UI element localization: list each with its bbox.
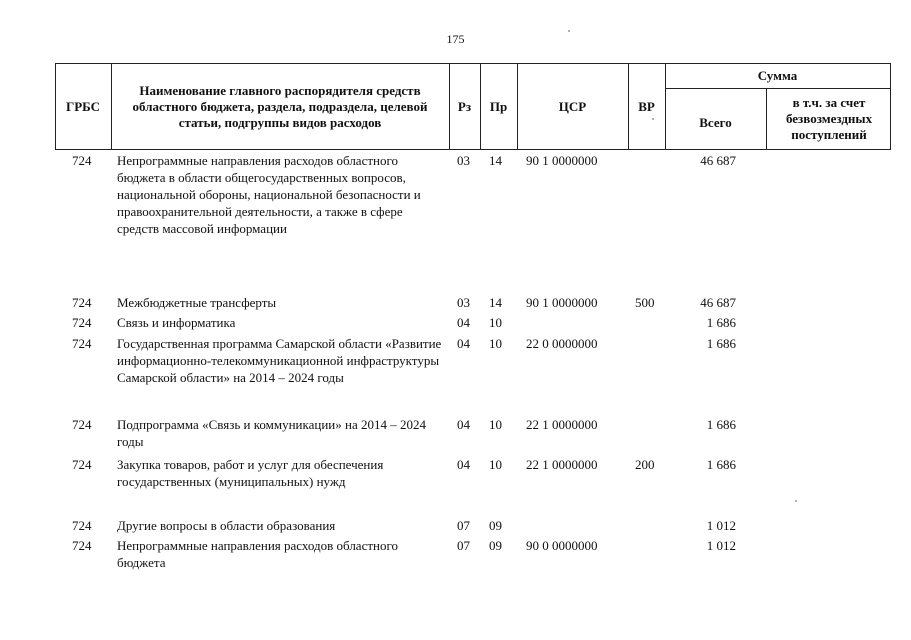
cell-pr: 10 (489, 457, 502, 472)
cell-rz: 03 (457, 295, 470, 310)
divider (766, 88, 767, 150)
cell-name: Закупка товаров, работ и услуг для обеспечения государственных (муниципальных) нужд (117, 457, 384, 489)
cell-csr: 90 0 0000000 (526, 538, 598, 553)
cell-name: Связь и информатика (117, 315, 236, 330)
cell-csr: 90 1 0000000 (526, 153, 598, 168)
header-summa: Сумма (757, 68, 798, 83)
cell-rz: 04 (457, 315, 470, 330)
cell-vsego: 46 687 (700, 295, 736, 310)
header-vtch: в т.ч. за счет безвозмездных поступлений (785, 95, 873, 142)
header-rz: Рз (457, 98, 472, 114)
cell-rz: 07 (457, 538, 470, 553)
header-pr: Пр (489, 98, 508, 114)
cell-grbs: 724 (72, 295, 92, 310)
cell-rz: 03 (457, 153, 470, 168)
cell-vr: 500 (635, 295, 655, 310)
cell-name: Государственная программа Самарской области «Развитие информационно-телекоммуникационной инфраструктуры Самарской области» на 2014 – 2024 годы (117, 336, 442, 385)
header-csr: ЦСР (558, 98, 587, 114)
cell-grbs: 724 (72, 457, 92, 472)
cell-pr: 10 (489, 417, 502, 432)
cell-pr: 14 (489, 153, 502, 168)
header-name: Наименование главного распорядителя средств областного бюджета, раздела, подраздела, целевой статьи, подгруппы видов расходов (132, 82, 428, 130)
cell-pr: 14 (489, 295, 502, 310)
cell-name: Межбюджетные трансферты (117, 295, 277, 310)
header-vsego: Всего (699, 115, 732, 130)
cell-csr: 90 1 0000000 (526, 295, 598, 310)
cell-rz: 04 (457, 417, 470, 432)
cell-grbs: 724 (72, 538, 92, 553)
cell-pr: 10 (489, 315, 502, 330)
cell-rz: 07 (457, 518, 470, 533)
cell-rz: 04 (457, 457, 470, 472)
scan-speck (568, 30, 570, 32)
scan-speck (652, 118, 654, 120)
cell-vsego: 1 012 (706, 538, 736, 553)
cell-grbs: 724 (72, 518, 92, 533)
cell-vsego: 1 012 (706, 518, 736, 533)
cell-rz: 04 (457, 336, 470, 351)
divider (111, 63, 112, 150)
cell-vsego: 46 687 (700, 153, 736, 168)
cell-grbs: 724 (72, 153, 92, 168)
cell-vsego: 1 686 (706, 417, 736, 432)
header-vr: ВР (638, 98, 655, 114)
cell-csr: 22 0 0000000 (526, 336, 598, 351)
cell-name: Другие вопросы в области образования (117, 518, 336, 533)
header-grbs: ГРБС (65, 98, 101, 114)
cell-grbs: 724 (72, 315, 92, 330)
cell-vsego: 1 686 (706, 315, 736, 330)
cell-pr: 09 (489, 518, 502, 533)
cell-grbs: 724 (72, 336, 92, 351)
cell-csr: 22 1 0000000 (526, 457, 598, 472)
scan-speck (795, 500, 797, 502)
cell-vsego: 1 686 (706, 457, 736, 472)
divider (890, 63, 891, 150)
cell-name: Подпрограмма «Связь и коммуникации» на 2014 – 2024 годы (117, 417, 426, 449)
cell-csr: 22 1 0000000 (526, 417, 598, 432)
cell-pr: 10 (489, 336, 502, 351)
divider (55, 149, 890, 150)
cell-vr: 200 (635, 457, 655, 472)
cell-pr: 09 (489, 538, 502, 553)
cell-vsego: 1 686 (706, 336, 736, 351)
page-number: 175 (446, 32, 465, 46)
cell-name: Непрограммные направления расходов областного бюджета в области общегосударственных вопросов, национальной обороны, национальной безопасности и правоохранительной деятельности, а также в сфере средств массовой информации (117, 153, 421, 236)
cell-grbs: 724 (72, 417, 92, 432)
cell-name: Непрограммные направления расходов областного бюджета (117, 538, 398, 570)
